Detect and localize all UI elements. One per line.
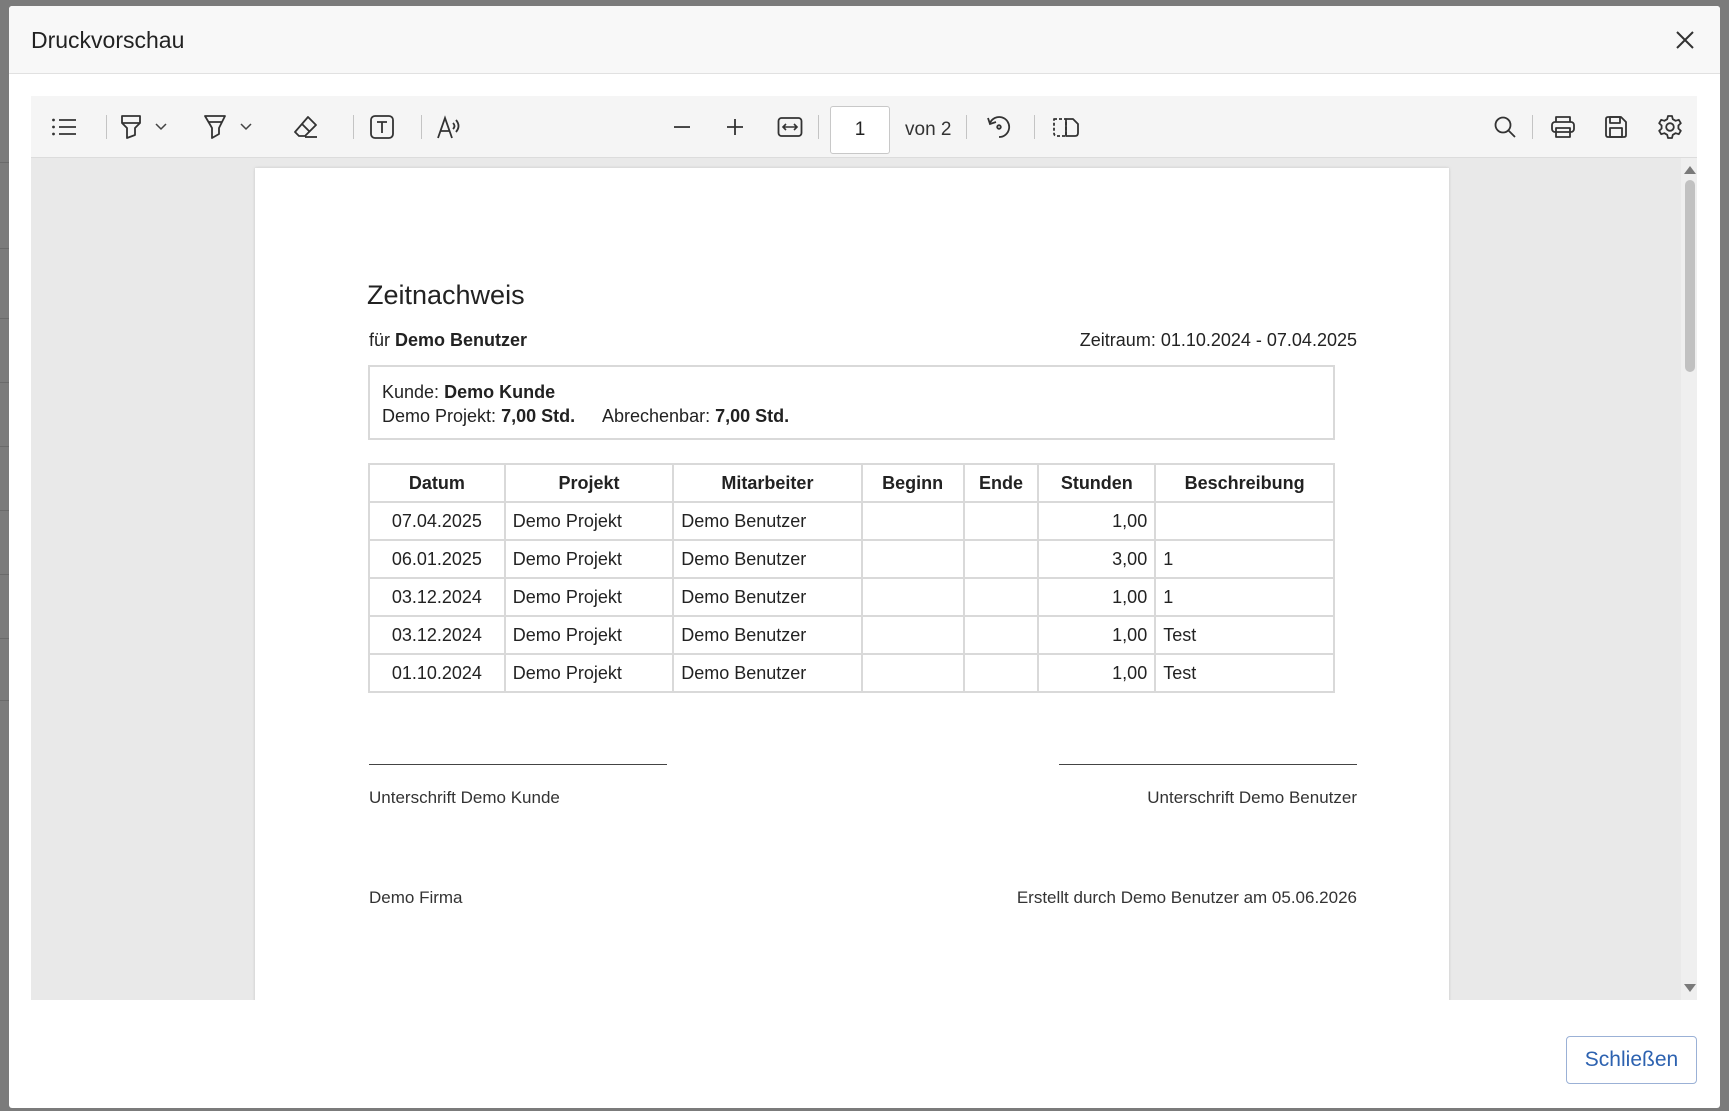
toolbar-separator bbox=[106, 115, 107, 139]
end-cell bbox=[964, 502, 1039, 540]
employee-cell: Demo Benutzer bbox=[673, 540, 861, 578]
document-page bbox=[255, 168, 1449, 1000]
column-header: Datum bbox=[369, 464, 505, 502]
toolbar-separator bbox=[1532, 115, 1533, 139]
close-icon[interactable] bbox=[1672, 27, 1698, 53]
billable-hours: 7,00 Std. bbox=[715, 406, 790, 426]
date-cell: 03.12.2024 bbox=[369, 616, 505, 654]
footer-company: Demo Firma bbox=[369, 888, 463, 907]
toolbar-separator bbox=[966, 115, 967, 139]
pdf-toolbar bbox=[31, 96, 1697, 158]
fit-width-icon[interactable] bbox=[773, 112, 807, 142]
customer-name: Demo Kunde bbox=[444, 382, 556, 402]
customer-label: Kunde: bbox=[382, 382, 440, 402]
start-cell bbox=[862, 540, 964, 578]
for-prefix: für bbox=[369, 330, 391, 350]
vertical-scrollbar[interactable] bbox=[1681, 158, 1697, 1000]
end-cell bbox=[964, 654, 1039, 692]
column-header: Projekt bbox=[505, 464, 673, 502]
description-cell: Test bbox=[1155, 654, 1334, 692]
table-row bbox=[369, 616, 1334, 654]
document-for-line bbox=[369, 330, 527, 351]
page-total-label: von 2 bbox=[905, 119, 952, 140]
time-entries-table bbox=[368, 463, 1335, 693]
table-row bbox=[369, 654, 1334, 692]
list-icon[interactable] bbox=[47, 112, 81, 142]
table-row bbox=[369, 578, 1334, 616]
column-header: Stunden bbox=[1038, 464, 1155, 502]
hours-cell: 3,00 bbox=[1038, 540, 1155, 578]
billable-label: Abrechenbar: bbox=[602, 406, 711, 426]
signature-line-user bbox=[1059, 764, 1357, 765]
eraser-icon[interactable] bbox=[289, 112, 323, 142]
date-cell: 03.12.2024 bbox=[369, 578, 505, 616]
project-cell: Demo Projekt bbox=[505, 654, 673, 692]
date-cell: 07.04.2025 bbox=[369, 502, 505, 540]
description-cell: 1 bbox=[1155, 578, 1334, 616]
column-header: Ende bbox=[964, 464, 1039, 502]
signature-label-customer: Unterschrift Demo Kunde bbox=[369, 788, 560, 807]
rotate-icon[interactable] bbox=[982, 112, 1016, 142]
pen-icon[interactable] bbox=[197, 112, 233, 142]
table-row bbox=[369, 502, 1334, 540]
read-aloud-icon[interactable] bbox=[432, 112, 466, 142]
user-name: Demo Benutzer bbox=[395, 330, 528, 350]
employee-cell: Demo Benutzer bbox=[673, 502, 861, 540]
text-box-icon[interactable] bbox=[365, 112, 399, 142]
hours-cell: 1,00 bbox=[1038, 654, 1155, 692]
project-line bbox=[382, 406, 575, 427]
description-cell: 1 bbox=[1155, 540, 1334, 578]
column-header: Beginn bbox=[862, 464, 964, 502]
toolbar-separator bbox=[1034, 115, 1035, 139]
hours-cell: 1,00 bbox=[1038, 616, 1155, 654]
toolbar-separator bbox=[818, 115, 819, 139]
customer-line bbox=[382, 382, 555, 403]
print-preview-dialog bbox=[9, 6, 1720, 1108]
start-cell bbox=[862, 654, 964, 692]
scroll-down-arrow-icon[interactable] bbox=[1684, 984, 1696, 992]
print-icon[interactable] bbox=[1545, 112, 1581, 142]
chevron-down-icon[interactable] bbox=[151, 112, 171, 142]
page-number-input[interactable] bbox=[830, 106, 890, 154]
employee-cell: Demo Benutzer bbox=[673, 578, 861, 616]
document-period: Zeitraum: 01.10.2024 - 07.04.2025 bbox=[1079, 330, 1357, 350]
toolbar-separator bbox=[353, 115, 354, 139]
page-view-icon[interactable] bbox=[1049, 112, 1083, 142]
scrollbar-thumb[interactable] bbox=[1685, 180, 1695, 372]
description-cell bbox=[1155, 502, 1334, 540]
employee-cell: Demo Benutzer bbox=[673, 616, 861, 654]
document-title: Zeitnachweis bbox=[367, 280, 525, 310]
start-cell bbox=[862, 578, 964, 616]
end-cell bbox=[964, 616, 1039, 654]
chevron-down-icon[interactable] bbox=[236, 112, 256, 142]
start-cell bbox=[862, 616, 964, 654]
footer-created-by: Erstellt durch Demo Benutzer am 05.06.2026 bbox=[1016, 888, 1357, 907]
date-cell: 01.10.2024 bbox=[369, 654, 505, 692]
table-header-row bbox=[369, 464, 1334, 502]
dialog-title: Druckvorschau bbox=[31, 27, 185, 53]
start-cell bbox=[862, 502, 964, 540]
hours-cell: 1,00 bbox=[1038, 502, 1155, 540]
signature-label-user: Unterschrift Demo Benutzer bbox=[1147, 788, 1357, 807]
project-cell: Demo Projekt bbox=[505, 578, 673, 616]
end-cell bbox=[964, 540, 1039, 578]
pdf-viewer bbox=[31, 96, 1697, 1000]
save-icon[interactable] bbox=[1598, 112, 1634, 142]
end-cell bbox=[964, 578, 1039, 616]
date-cell: 06.01.2025 bbox=[369, 540, 505, 578]
zoom-out-icon[interactable] bbox=[665, 112, 699, 142]
table-row bbox=[369, 540, 1334, 578]
project-cell: Demo Projekt bbox=[505, 502, 673, 540]
project-label: Demo Projekt: bbox=[382, 406, 497, 426]
billable-line bbox=[602, 406, 789, 427]
toolbar-separator bbox=[421, 115, 422, 139]
highlighter-icon[interactable] bbox=[113, 112, 149, 142]
search-icon[interactable] bbox=[1488, 112, 1522, 142]
column-header: Mitarbeiter bbox=[673, 464, 861, 502]
zoom-in-icon[interactable] bbox=[718, 112, 752, 142]
signature-line-customer bbox=[369, 764, 667, 765]
project-hours: 7,00 Std. bbox=[501, 406, 576, 426]
dialog-header bbox=[9, 6, 1720, 74]
project-cell: Demo Projekt bbox=[505, 616, 673, 654]
scroll-up-arrow-icon[interactable] bbox=[1684, 166, 1696, 174]
settings-icon[interactable] bbox=[1652, 112, 1688, 142]
employee-cell: Demo Benutzer bbox=[673, 654, 861, 692]
close-button[interactable]: Schließen bbox=[1566, 1036, 1697, 1084]
description-cell: Test bbox=[1155, 616, 1334, 654]
project-cell: Demo Projekt bbox=[505, 540, 673, 578]
column-header: Beschreibung bbox=[1155, 464, 1334, 502]
summary-box bbox=[368, 365, 1335, 440]
hours-cell: 1,00 bbox=[1038, 578, 1155, 616]
